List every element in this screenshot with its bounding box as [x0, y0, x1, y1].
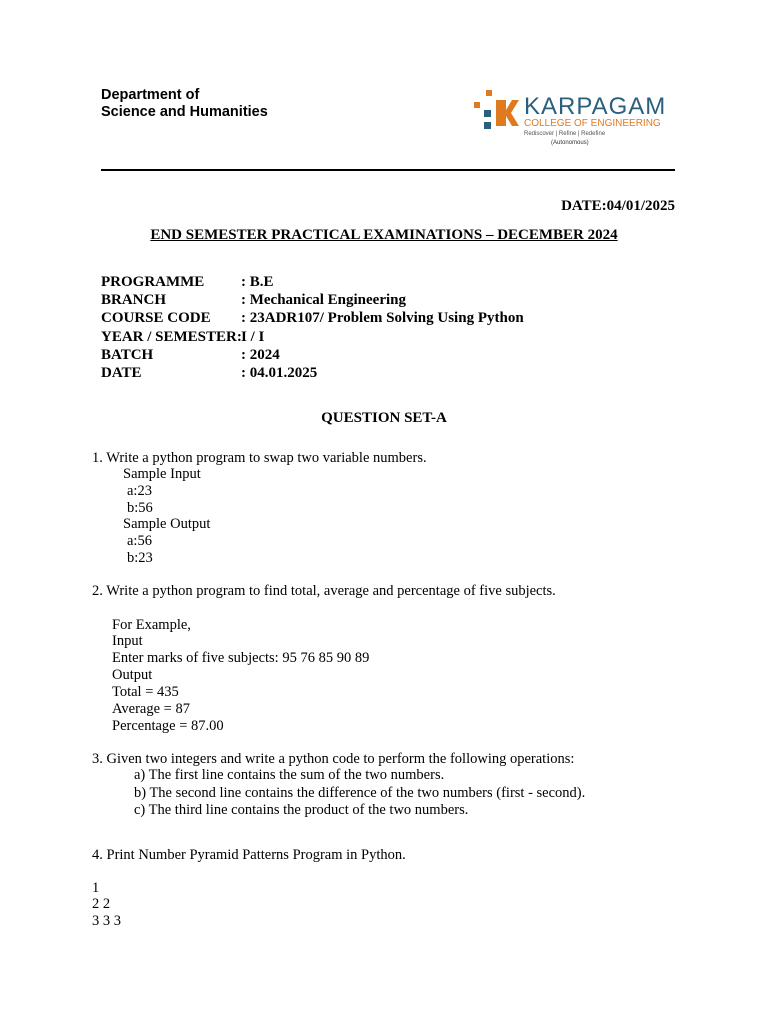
logo-status: (Autonomous) [551, 140, 589, 146]
exam-info-block [101, 273, 524, 382]
info-value: : Mechanical Engineering [241, 292, 406, 309]
q1-output-b: b:23 [127, 550, 153, 566]
info-row-batch [101, 346, 524, 364]
info-row-date [101, 364, 524, 382]
q1-input-a: a:23 [127, 483, 152, 499]
info-label: BRANCH [101, 292, 167, 309]
exam-title: END SEMESTER PRACTICAL EXAMINATIONS – DECEMBER 2024 [150, 227, 618, 243]
logo-mark-k [496, 100, 519, 126]
info-row-branch [101, 291, 524, 309]
college-logo [472, 88, 677, 148]
q2-input-line: Enter marks of five subjects: 95 76 85 90 89 [112, 650, 370, 666]
logo-mark-square-2 [474, 102, 480, 108]
q2-percentage: Percentage = 87.00 [112, 718, 224, 734]
info-label: COURSE CODE [101, 310, 211, 327]
logo-name: KARPAGAM [524, 93, 667, 120]
info-value: : B.E [241, 274, 274, 290]
logo-subtitle: COLLEGE OF ENGINEERING [524, 118, 661, 129]
q4-pattern-line-2: 2 2 [92, 896, 111, 912]
q4-pattern-line-3: 3 3 3 [92, 913, 121, 929]
q2-example-label: For Example, [112, 617, 191, 633]
info-row-programme [101, 273, 524, 291]
q2-output-label: Output [112, 667, 153, 683]
question-set-title: QUESTION SET-A [321, 410, 447, 426]
question-2-text: 2. Write a python program to find total, average and percentage of five subjects. [92, 583, 556, 599]
department-line-2: Science and Humanities [101, 104, 268, 120]
q3-item-a: a) The first line contains the sum of the two numbers. [134, 767, 445, 783]
logo-mark-square-4 [484, 122, 491, 129]
question-4-text: 4. Print Number Pyramid Patterns Program in Python. [92, 847, 406, 863]
logo-mark-square-1 [486, 90, 492, 96]
info-value: : 2024 [241, 346, 280, 363]
q2-average: Average = 87 [112, 701, 190, 717]
q1-sample-input-label: Sample Input [123, 466, 201, 482]
info-label: PROGRAMME [101, 274, 205, 290]
info-row-course-code [101, 309, 524, 327]
logo-tagline: Rediscover | Refine | Redefine [524, 131, 606, 137]
q1-output-a: a:56 [127, 533, 152, 549]
info-label: BATCH [101, 346, 154, 363]
info-row-year-semester [101, 328, 524, 346]
info-value: : 04.01.2025 [241, 364, 318, 381]
document-date: DATE:04/01/2025 [561, 198, 675, 214]
info-value: : 23ADR107/ Problem Solving Using Python [241, 310, 524, 327]
info-value: I / I [241, 328, 265, 345]
department-heading [101, 87, 268, 121]
q3-item-c: c) The third line contains the product of the two numbers. [134, 802, 469, 818]
q4-pattern-line-1: 1 [92, 880, 100, 896]
logo-mark-square-3 [484, 110, 491, 117]
info-label: YEAR / SEMESTER: [101, 328, 242, 345]
q2-total: Total = 435 [112, 684, 179, 700]
q1-sample-output-label: Sample Output [123, 516, 211, 532]
q1-input-b: b:56 [127, 500, 153, 516]
department-line-1: Department of [101, 87, 200, 103]
header-divider [101, 169, 675, 171]
question-1-text: 1. Write a python program to swap two variable numbers. [92, 450, 427, 466]
question-3-text: 3. Given two integers and write a python code to perform the following operations: [92, 751, 575, 767]
q3-item-b: b) The second line contains the difference of the two numbers (first - second). [134, 785, 586, 801]
q2-input-label: Input [112, 633, 143, 649]
info-label: DATE [101, 364, 142, 381]
